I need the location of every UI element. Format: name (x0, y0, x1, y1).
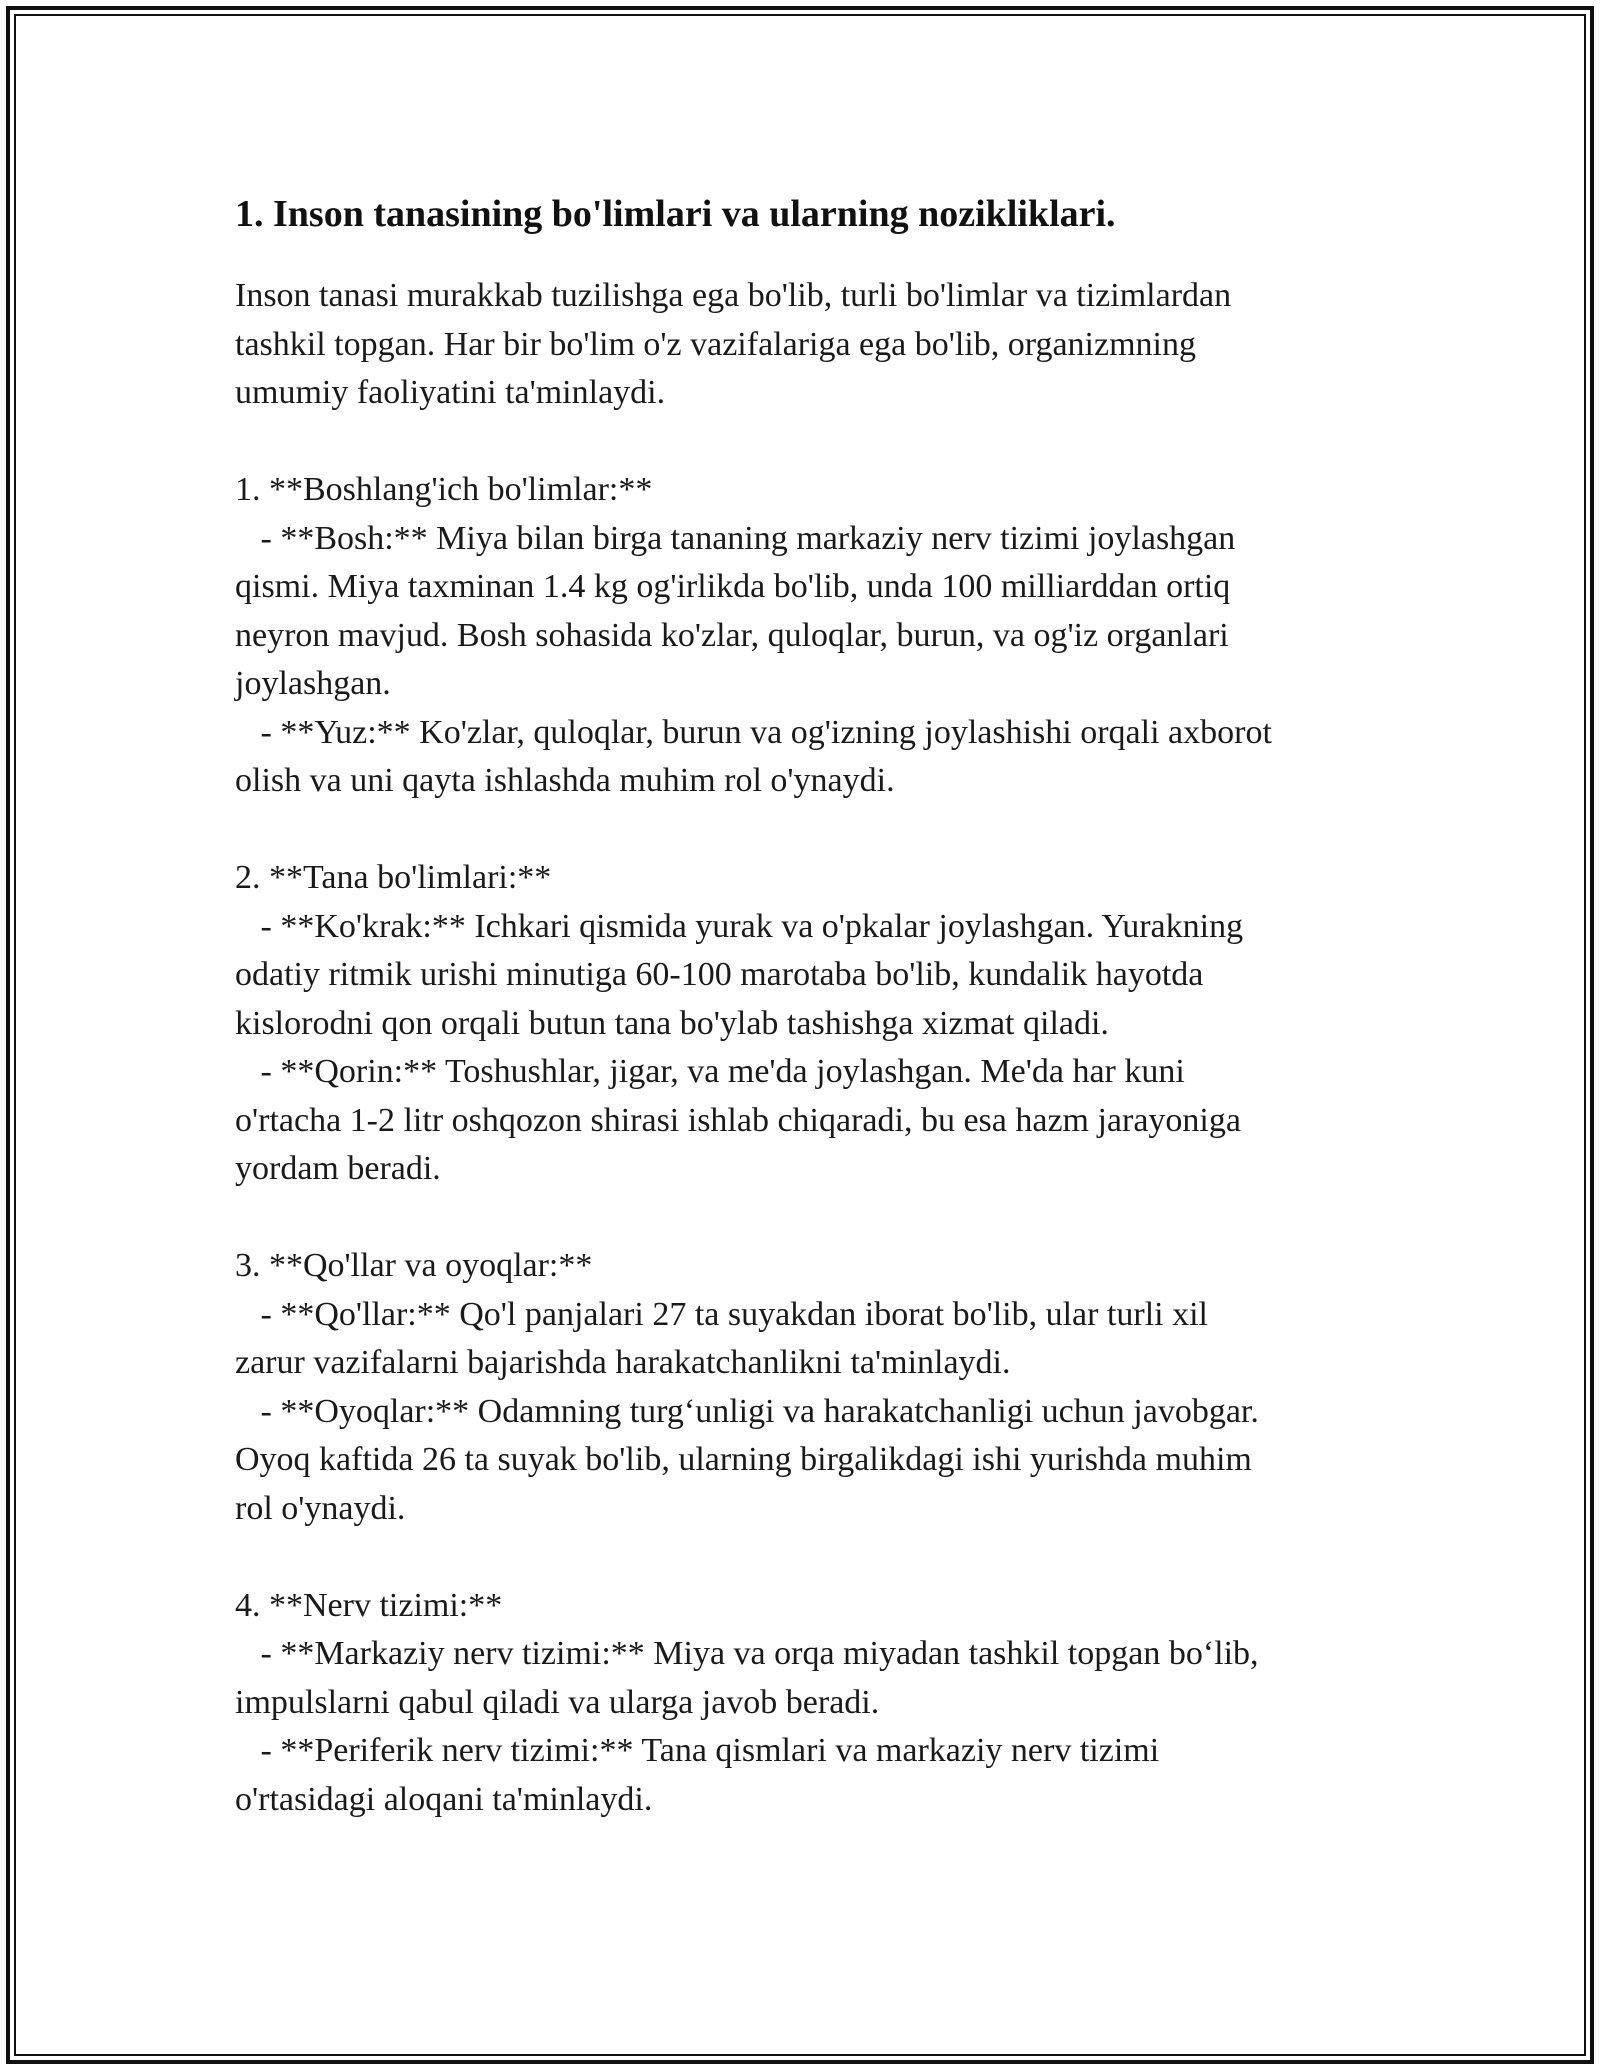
blank-line (235, 418, 1375, 467)
section-item: - **Yuz:** Ko'zlar, quloqlar, burun va og'izning joylashishi orqali axborot olish va uni qayta ishlashda muhim rol o'ynaydi. (235, 713, 1272, 799)
section-item: - **Qo'llar:** Qo'l panjalari 27 ta suyakdan iborat bo'lib, ular turli xil zarur vazifalarni bajarishda harakatchanlikni ta'minlaydi. (235, 1295, 1209, 1381)
blank-line (235, 1533, 1375, 1582)
section-heading: 4. **Nerv tizimi:** (235, 1586, 503, 1624)
section-item: - **Ko'krak:** Ichkari qismida yurak va o'pkalar joylashgan. Yurakning odatiy ritmik urishi minutiga 60-100 marotaba bo'lib, kundalik hayotda kislorodni qon orqali butun tana bo'ylab tashishga xizmat qiladi. (235, 907, 1244, 1042)
section-item: - **Bosh:** Miya bilan birga tananing markaziy nerv tizimi joylashgan qismi. Miya taxminan 1.4 kg og'irlikda bo'lib, unda 100 milliarddan ortiq neyron mavjud. Bosh sohasida ko'zlar, quloqlar, burun, va og'iz organlari joylashgan. (235, 519, 1236, 702)
document-body (235, 186, 1375, 1824)
document-title: 1. Inson tanasining bo'limlari va ularning nozikliklari. (235, 193, 1116, 235)
intro-paragraph: Inson tanasi murakkab tuzilishga ega bo'lib, turli bo'limlar va tizimlardan tashkil topgan. Har bir bo'lim o'z vazifalariga ega bo'lib, organizmning umumiy faoliyatini ta'minlaydi. (235, 277, 1232, 411)
section-item: - **Oyoqlar:** Odamning turg‘unligi va harakatchanligi uchun javobgar. Oyoq kaftida 26 ta suyak bo'lib, ularning birgalikdagi ishi yurishda muhim rol o'ynaydi. (235, 1392, 1259, 1527)
section-item: - **Periferik nerv tizimi:** Tana qismlari va markaziy nerv tizimi o'rtasidagi aloqani ta'minlaydi. (235, 1732, 1160, 1818)
blank-line (235, 806, 1375, 855)
section-heading: 2. **Tana bo'limlari:** (235, 859, 552, 896)
section-item: - **Markaziy nerv tizimi:** Miya va orqa miyadan tashkil topgan bo‘lib, impulslarni qabul qiladi va ularga javob beradi. (235, 1635, 1259, 1721)
section-heading: 1. **Boshlang'ich bo'limlar:** (235, 471, 653, 508)
blank-line (235, 1194, 1375, 1243)
section-heading: 3. **Qo'llar va oyoqlar:** (235, 1247, 593, 1284)
section-item: - **Qorin:** Toshushlar, jigar, va me'da joylashgan. Me'da har kuni o'rtacha 1-2 litr oshqozon shirasi ishlab chiqaradi, bu esa hazm jarayoniga yordam beradi. (235, 1053, 1241, 1187)
